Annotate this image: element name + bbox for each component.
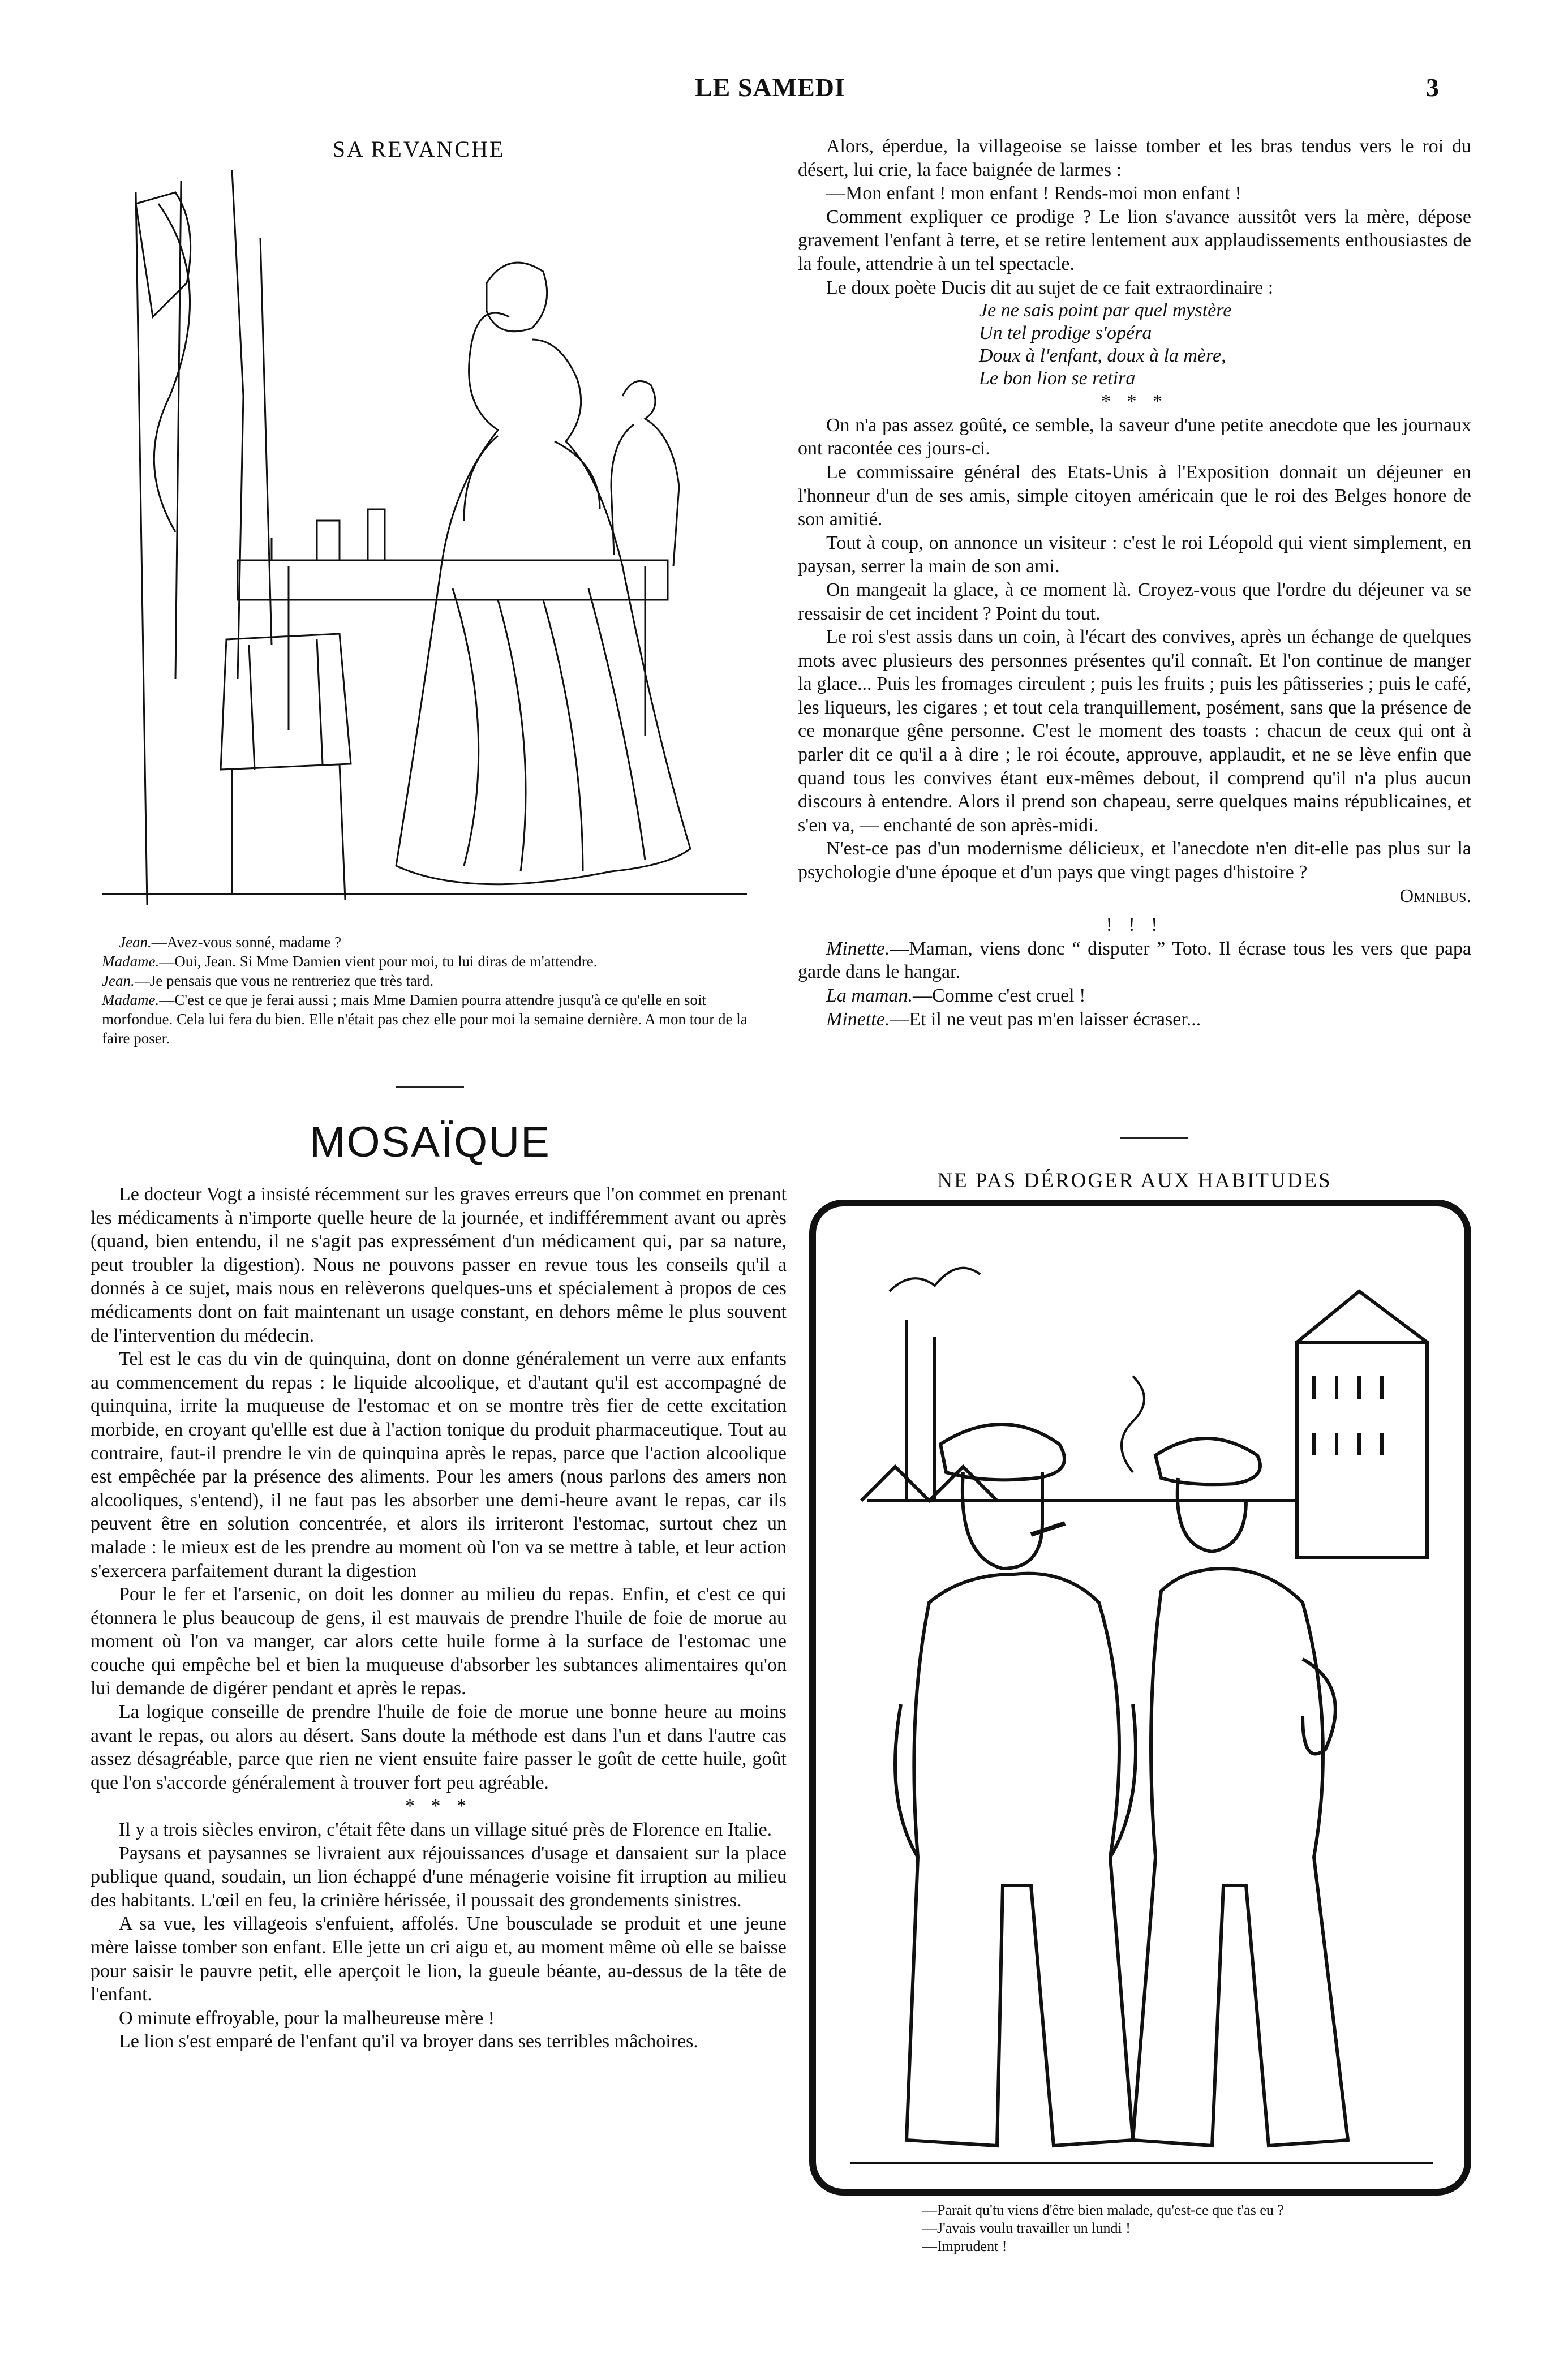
paragraph: Le commissaire général des Etats-Unis à l'Exposition donnait un déjeuner en l'honneur d'un de ses amis, simple citoyen américain que le roi des Belges honore de son amitié. [798,461,1471,530]
top-illustration-caption [102,933,758,1048]
verse-line: Doux à l'enfant, doux à la mère, [979,345,1226,367]
verse-line: Le bon lion se retira [979,368,1136,389]
caption-line: —Oui, Jean. Si Mme Damien vient pour moi, tu lui diras de m'attendre. [159,953,598,970]
separator-stars: * * * [1101,391,1168,413]
right-column-text [798,135,1471,1031]
divider-rule [396,1086,464,1088]
paragraph: Le roi s'est assis dans un coin, à l'écart des convives, après un échange de quelques mots avec plusieurs des personnes présentes qu'il connaît. Et l'on continue de manger la glace... Puis les fromages circulent ; puis les fruits ; puis les pâtisseries ; puis le café, les liqueurs, les cigares ; et tout cela tranquillement, posément, sans que la présence de ce monarque gêne personne. C'est le moment des toasts : chacun de ceux qui ont à parler dit ce qu'il a à dire ; le roi écoute, approuve, applaudit, et ne se lève enfin que quand tous les convives étant eux-mêmes debout, il comprend qu'il n'a plus aucun discours à entendre. Alors il prend son chapeau, serre quelques mains républicaines, et s'en va, — enchanté de son après-midi. [798,626,1471,836]
dialogue-line: —Comme c'est cruel ! [913,985,1086,1006]
caption-speaker: Jean. [119,934,152,951]
divider-rule [1120,1137,1188,1139]
paragraph: Paysans et paysannes se livraient aux réjouissances d'usage et dansaient sur la place publique quand, soudain, un lion échappé d'une ménagerie voisine fit irruption au milieu des habitants. L'œil en feu, la crinière hérissée, il poussait des grondements sinistres. [91,1842,787,1911]
caption-line: —C'est ce que je ferai aussi ; mais Mme Damien pourra attendre jusqu'à ce qu'elle en soit morfondue. Cela lui fera du bien. Elle n'était pas chez elle pour moi la semaine dernière. A mon tour de la faire poser. [102,991,748,1047]
paragraph: Le lion s'est emparé de l'enfant qu'il va broyer dans ses terribles mâchoires. [119,2031,698,2052]
paragraph: Alors, éperdue, la villageoise se laisse tomber et les bras tendus vers le roi du désert, lui crie, la face baignée de larmes : [798,136,1471,181]
paragraph: Pour le fer et l'arsenic, on doit les donner au milieu du repas. Enfin, et c'est ce qui étonnera le plus beaucoup de gens, il est mauvais de prendre l'huile de foie de morue au moment où l'on va manger, car alors cette huile forme à la surface de l'estomac une couche qui empêche bel et bien la muqueuse d'absorber les subtances alimentaires qu'on lui demande de digérer pendant et après le repas. [91,1584,787,1699]
bottom-illustration-caption [922,2201,1460,2256]
paragraph: —Mon enfant ! mon enfant ! Rends-moi mon enfant ! [826,183,1241,204]
two-workers-illustration [816,1206,1464,2189]
caption-line: —Avez-vous sonné, madame ? [151,934,342,951]
caption-line: —Imprudent ! [922,2238,1007,2254]
cartoon-frame [809,1200,1471,2196]
paragraph: Le docteur Vogt a insisté récemment sur les graves erreurs que l'on commet en prenant les médicaments à n'importe quelle heure de la journée, et indifféremment avant ou après (quand, bien entendu, il ne s'agit pas expressément d'un médicament qui, par sa nature, peut troubler la digestion). Nous ne pouvons passer en revue tous les conseils qu'il a donnés à ce sujet, mais nous en relèverons quelques-uns et spécialement à propos de ces médicaments dont on fait maintenant un usage constant, en dehors même le plus souvent de l'intervention du médecin. [91,1184,787,1346]
paragraph: On n'a pas assez goûté, ce semble, la saveur d'une petite anecdote que les journaux ont racontée ces jours-ci. [798,414,1471,459]
mosaique-article [91,1183,787,2053]
paragraph: On mangeait la glace, à ce moment là. Croyez-vous que l'ordre du déjeuner va se ressaisir de cet incident ? Point du tout. [798,579,1471,624]
caption-line: —Parait qu'tu viens d'être bien malade, qu'est-ce que t'as eu ? [922,2202,1284,2218]
dialogue-line: —Et il ne veut pas m'en laisser écraser... [890,1008,1201,1030]
dialogue-speaker: Minette. [826,938,890,959]
poem [979,299,1471,390]
salon-illustration [102,170,747,922]
paragraph: Tel est le cas du vin de quinquina, dont on donne généralement un verre aux enfants au commencement du repas : le liquide alcoolique, et d'autant qu'il est accompagné de quinquina, irrite la muqueuse de l'estomac et on se montre très fier de cette excitation morbide, en croyant qu'ellle est due à l'action tonique du produit pharmaceutique. Tout au contraire, faut-il prendre le vin de quinquina après le repas, parce que l'action alcoolique est empêchée par la présence des aliments. Pour les amers (nous parlons des amers non alcooliques, s'entend), il ne faut pas les absorber une demi-heure avant le repas, car ils peuvent être en solution concentrée, et alors ils irriteront l'estomac, surtout chez un malade : le mieux est de les prendre au moment où l'on va se mettre à table, et leur action s'exercera parfaitement durant la digestion [91,1348,787,1582]
illustration-title: NE PAS DÉROGER AUX HABITUDES [937,1169,1332,1192]
paragraph: A sa vue, les villageois s'enfuient, affolés. Une bousculade se produit et une jeune mère laisse tomber son enfant. Elle jette un cri aigu et, au moment même où elle se baisse pour saisir le pauvre petit, elle aperçoit le lion, la gueule béante, au-dessus de la tête de l'enfant. [91,1913,787,2005]
verse-line: Je ne sais point par quel mystère [979,300,1232,321]
section-title: MOSAÏQUE [310,1118,551,1166]
paragraph: Comment expliquer ce prodige ? Le lion s'avance aussitôt vers la mère, dépose gravement l'enfant à terre, et se retire lentement aux applaudissements enthousiastes de la foule, attendrie à un tel spectacle. [798,206,1471,274]
paragraph: Il y a trois siècles environ, c'était fête dans un village situé près de Florence en Italie. [119,1819,772,1841]
caption-speaker: Jean. [102,972,135,989]
illustration-title: SA REVANCHE [332,136,505,162]
paragraph: O minute effroyable, pour la malheureuse mère ! [119,2007,495,2029]
caption-speaker: Madame. [102,991,160,1008]
caption-line: —J'avais voulu travailler un lundi ! [922,2220,1131,2236]
paragraph: Le doux poète Ducis dit au sujet de ce fait extraordinaire : [826,277,1274,298]
signature: Omnibus. [1399,885,1471,907]
paragraph: La logique conseille de prendre l'huile de foie de morue une bonne heure au moins avant le repas, ou alors au désert. Sans doute la méthode est dans l'un et dans l'autre cas assez désagréable, parce que rien ne vient ensuite faire passer le goût de cette huile, goût que l'on s'accorde généralement à trouver fort peu agréable. [91,1702,787,1793]
journal-name: LE SAMEDI [695,73,845,102]
caption-speaker: Madame. [102,953,160,970]
page-number: 3 [1426,73,1440,102]
dialogue-speaker: La maman. [826,985,913,1006]
verse-line: Un tel prodige s'opéra [979,323,1152,344]
separator-stars: * * * [405,1795,472,1817]
paragraph: Tout à coup, on annonce un visiteur : c'est le roi Léopold qui vient simplement, en paysan, serrer la main de son ami. [798,532,1471,577]
dialogue-speaker: Minette. [826,1008,890,1030]
dialogue-line: —Maman, viens donc “ disputer ” Toto. Il écrase tous les vers que papa garde dans le hangar. [798,938,1471,983]
caption-line: —Je pensais que vous ne rentreriez que très tard. [134,972,434,989]
exclaim-separator: ! ! ! [1106,914,1163,936]
paragraph: N'est-ce pas d'un modernisme délicieux, et l'anecdote n'en dit-elle pas plus sur la psychologie d'une époque et d'un pays que vingt pages d'histoire ? [798,838,1471,883]
